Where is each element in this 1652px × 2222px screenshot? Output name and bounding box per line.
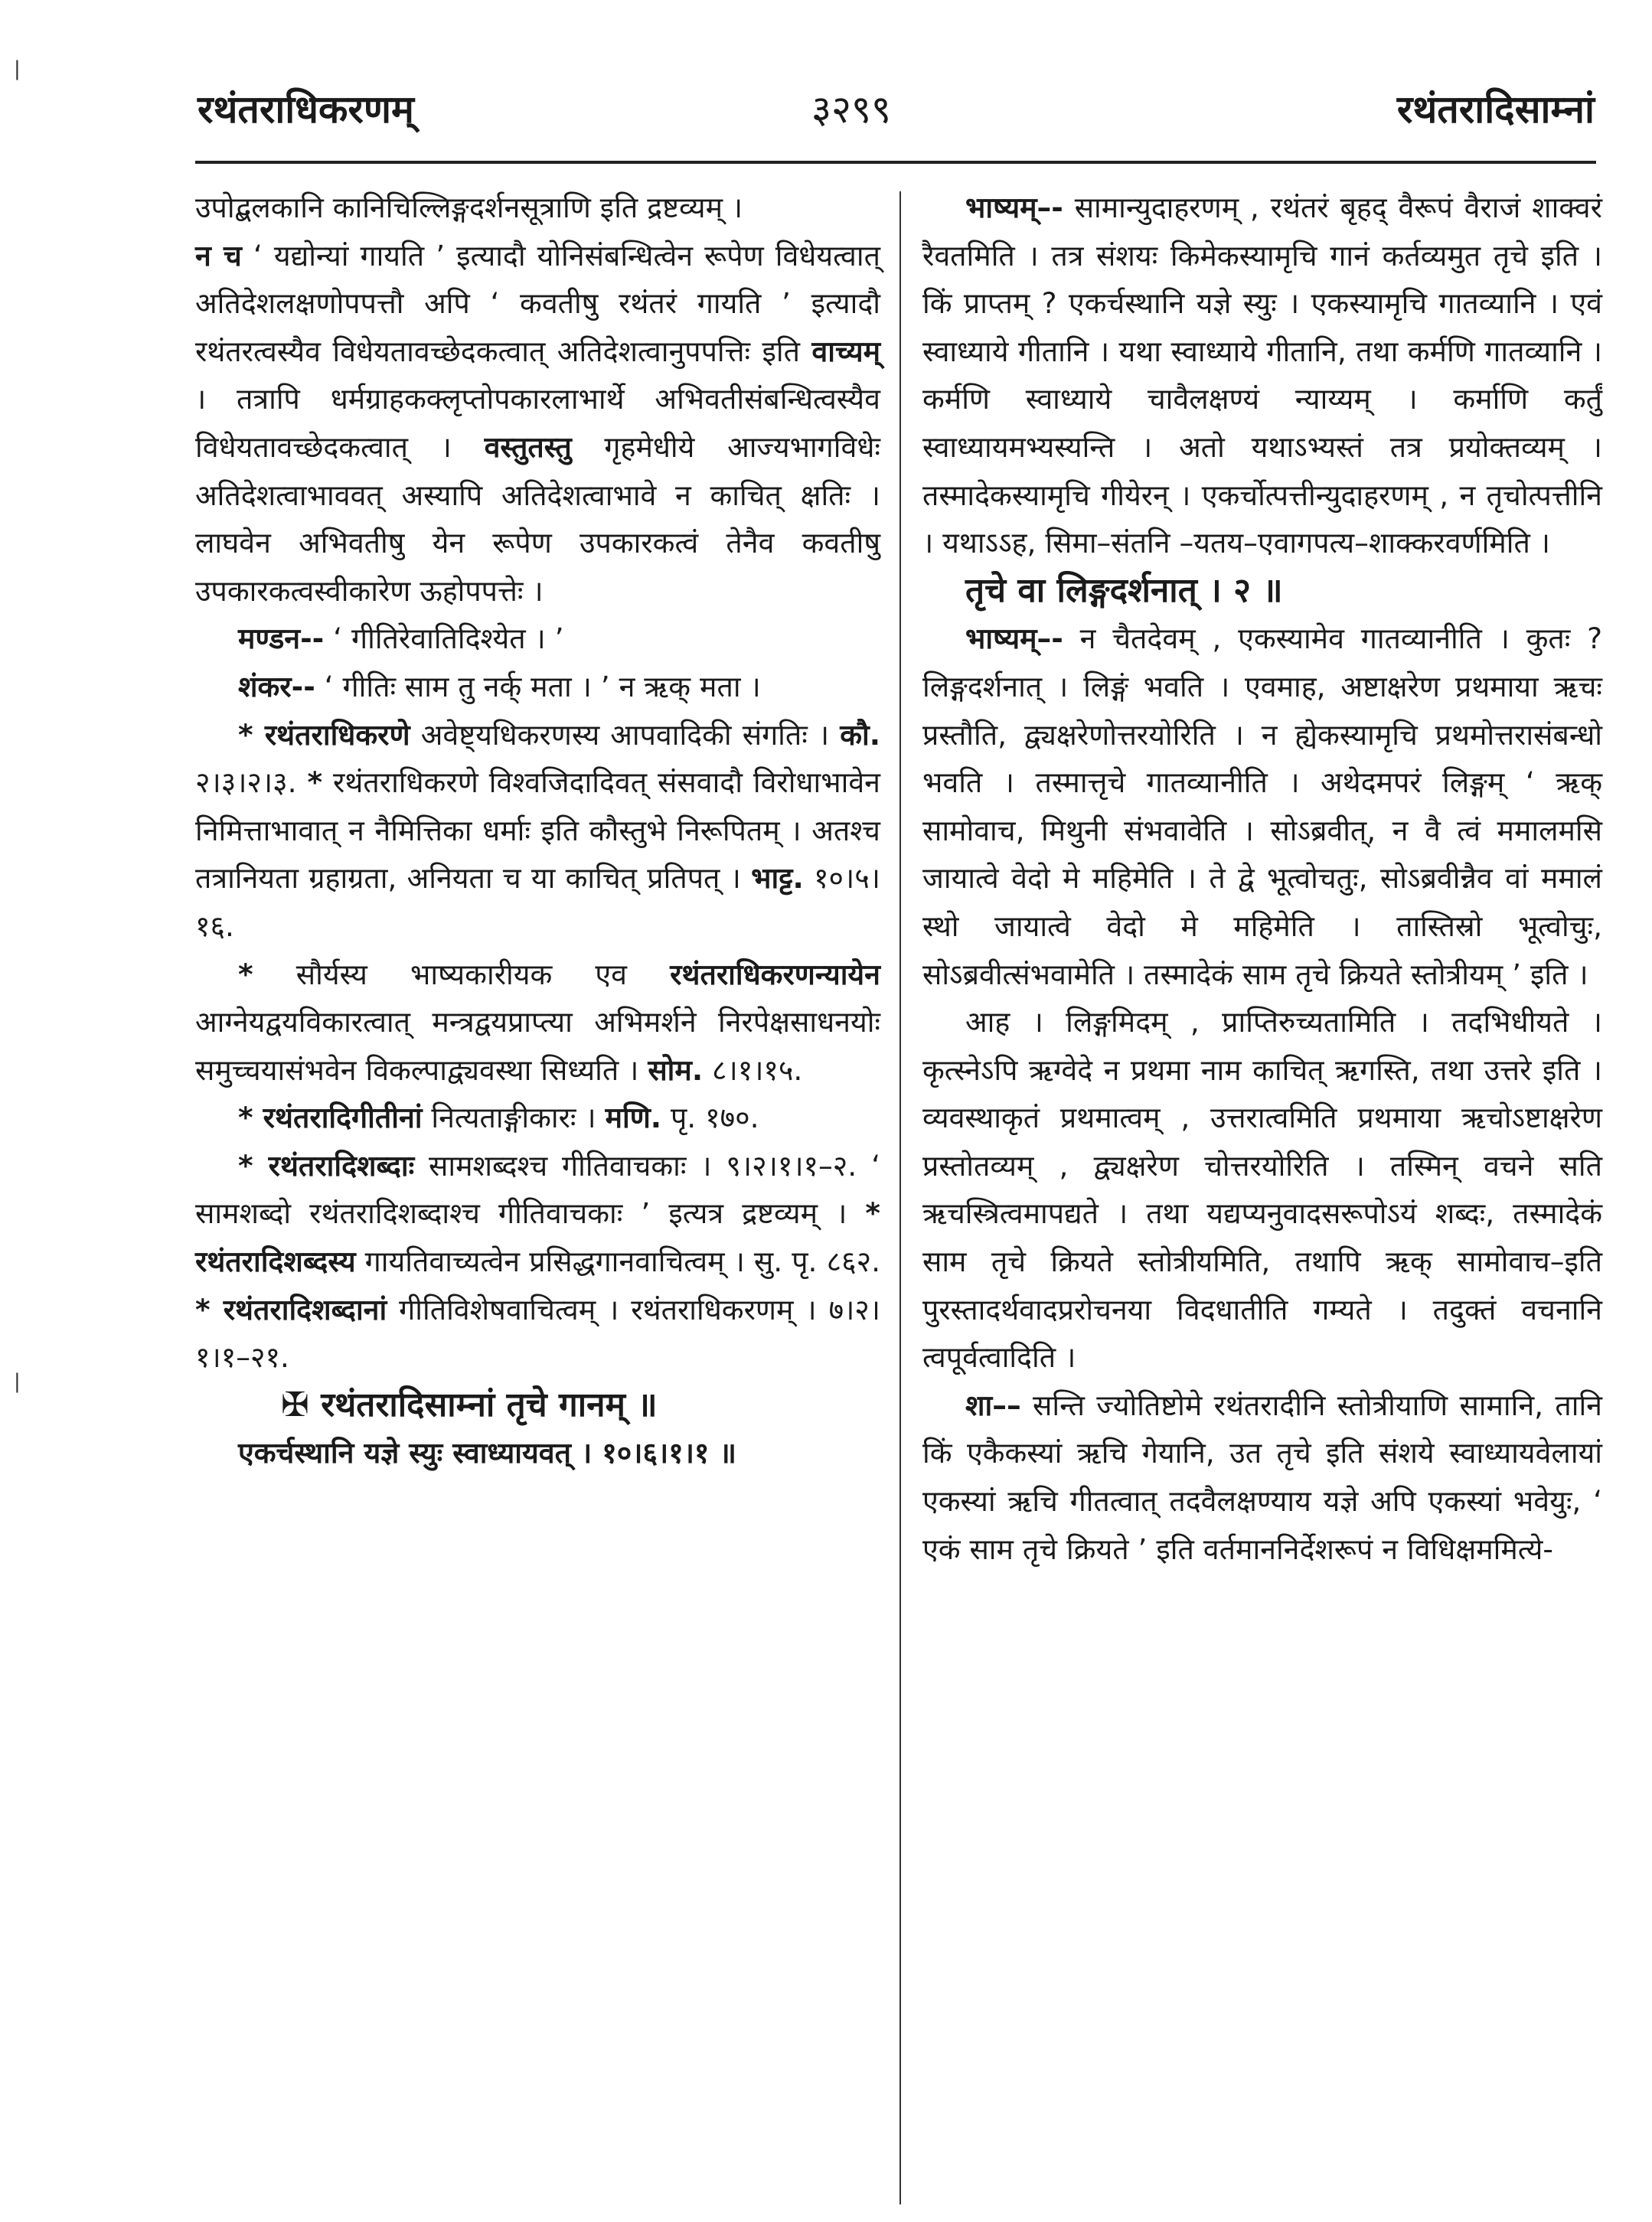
- sutra-2: तृचे वा लिङ्गदर्शनात् । २ ॥: [965, 570, 1283, 610]
- bhashya-1: भाष्यम्–- सामान्युदाहरणम् , रथंतरं बृहद् वैरूपं वैराजं शाक्वरं रैवतमिति । तत्र संशयः किमेकस्यामृचि गानं कर्तव्यमुत तृचे इति । किं प्राप्तम् ? एकर्चस्थानि यज्ञे स्युः । एकस्यामृचि गातव्यानि । एवं स्वाध्याये गीतानि । यथा स्वाध्याये गीतानि, तथा कर्मणि गातव्यानि । कर्मणि स्वाध्याये चावैलक्षण्यं न्याय्यम् । कर्माणि कर्तुं स्वाध्यायमभ्यस्यन्ति । अतो यथाऽभ्यस्तं तत्र प्रयोक्तव्यम् । तस्मादेकस्यामृचि गीयेरन् । एकर्चोत्पत्तीन्युदाहरणम् , न तृचोत्पत्तीनि । यथाऽऽह, सिमा–संतनि –यतय–एवागपत्य–शाक्करवर्णमिति ।: [922, 191, 1602, 560]
- shastra-dipika: शा–– सन्ति ज्योतिष्टोमे रथंतरादीनि स्तोत्रीयाणि सामानि, तानि किं एकैकस्यां ऋचि गेयानि, उत तृचे इति संशये स्वाध्यायवेलायां एकस्यां ऋचि गीतत्वात् तदवैलक्षण्याय यज्ञे अपि एकस्यां भवेयुः, ‘ एकं साम तृचे क्रियते ’ इति वर्तमाननिर्देशरूपं न विधिक्षममित्ये-: [922, 1388, 1602, 1566]
- column-divider: [899, 191, 901, 2204]
- adhikarana-title: ✠ रथंतरादिसाम्नां तृचे गानम् ॥: [195, 1382, 880, 1430]
- note-adhikarana: * रथंतराधिकरणे अवेष्ट्यधिकरणस्य आपवादिकी संगतिः । कौ. २।३।२।३. * रथंतराधिकरणे विश्वजिदादिवत् संसवादौ विरोधाभावेन निमित्ताभावात् न नैमित्तिका धर्माः इति कौस्तुभे निरूपितम् । अतश्च तत्रानियता ग्रहाग्रता, अनियता च या काचित् प्रतिपत् । भाट्ट. १०।५।१६.: [195, 717, 880, 943]
- sutra-1: एकर्चस्थानि यज्ञे स्युः स्वाध्यायवत् । १०।६।१।१ ॥: [238, 1436, 736, 1470]
- page-number: ३२९९: [811, 87, 891, 132]
- edge-mark: |: [14, 57, 21, 80]
- note-shabda: * रथंतरादिशब्दाः सामशब्दश्च गीतिवाचकाः । ९।२।१।१–२. ‘ सामशब्दो रथंतरादिशब्दाश्च गीतिवाचकाः ’ इत्यत्र द्रष्टव्यम् । * रथंतरादिशब्दस्य गायतिवाच्यत्वेन प्रसिद्धगानवाचित्वम् । सु. पृ. ८६२. * रथंतरादिशब्दानां गीतिविशेषवाचित्वम् । रथंतराधिकरणम् । ७।२।१।१–२१.: [195, 1148, 881, 1375]
- cross-mark-icon: ✠: [281, 1385, 309, 1424]
- right-column: [922, 184, 1602, 1573]
- shankara-quote: शंकर-- ‘ गीतिः साम तु नर्क् मता । ’ न ऋक् मता ।: [238, 669, 761, 703]
- running-header-right: रथंतरादिसाम्नां: [1396, 87, 1595, 132]
- running-header-left: रथंतराधिकरणम्: [198, 87, 414, 132]
- left-paragraph-1: न च ‘ यद्योन्यां गायति ’ इत्यादौ योनिसंबन्धित्वेन रूपेण विधेयत्वात् अतिदेशलक्षणोपपत्तौ अपि ‘ कवतीषु रथंतरं गायति ’ इत्यादौ रथंतरत्वस्यैव विधेयतावच्छेदकत्वात् अतिदेशत्वानुपपत्तिः इति वाच्यम् । तत्रापि धर्मग्राहकक्लृप्तोपकारलाभार्थे अभिवतीसंबन्धित्वस्यैव विधेयतावच्छेदकत्वात् । वस्तुतस्तु गृहमेधीये आज्यभागविधेः अतिदेशत्वाभाववत् अस्यापि अतिदेशत्वाभावे न काचित् क्षतिः । लाघवेन अभिवतीषु येन रूपेण उपकारकत्वं तेनैव कवतीषु उपकारकत्वस्वीकारेण ऊहोपपत्तेः ।: [195, 238, 880, 608]
- bhashya-3: आह । लिङ्गमिदम् , प्राप्तिरुच्यतामिति । तदभिधीयते । कृत्स्नेऽपि ऋग्वेदे न प्रथमा नाम काचित् ऋगस्ति, तथा उत्तरे इति । व्यवस्थाकृतं प्रथमात्वम् , उत्तरात्वमिति प्रथमाया ऋचोऽष्टाक्षरेण प्रस्तोतव्यम् , द्व्यक्षरेण चोत्तरयोरिति । तस्मिन् वचने सति ऋचस्त्रित्वमापद्यते । तथा यद्यप्यनुवादसरूपोऽयं शब्दः, तस्मादेकं साम तृचे क्रियते स्तोत्रीयमिति, तथापि ऋक् सामोवाच–इति पुरस्तादर्थवादप्ररोचनया विदधातीति गम्यते । तदुक्तं वचनानि त्वपूर्वत्वादिति ।: [922, 1005, 1602, 1375]
- edge-mark: |: [14, 1370, 21, 1393]
- header-rule: [195, 161, 1596, 164]
- left-intro-line: उपोद्बलकानि कानिचिल्लिङ्गदर्शनसूत्राणि इति द्रष्टव्यम् ।: [195, 191, 743, 224]
- note-saurya: * सौर्यस्य भाष्यकारीयक एव रथंतराधिकरणन्यायेन आग्नेयद्वयविकारत्वात् मन्त्रद्वयप्राप्त्या अभिमर्शने निरपेक्षसाधनयोः समुच्चयासंभवेन विकल्पाद्व्यवस्था सिध्यति । सोम. ८।१।१५.: [195, 957, 880, 1087]
- mandana-quote: मण्डन-- ‘ गीतिरेवातिदिश्येत । ’: [238, 622, 564, 656]
- bhashya-2: भाष्यम्–- न चैतदेवम् , एकस्यामेव गातव्यानीति । कुतः ? लिङ्गदर्शनात् । लिङ्गं भवति । एवमाह, अष्टाक्षरेण प्रथमाया ऋचः प्रस्तौति, द्व्यक्षरेणोत्तरयोरिति । न ह्येकस्यामृचि प्रथमोत्तरासंबन्धो भवति । तस्मात्तृचे गातव्यानीति । अथेदमपरं लिङ्गम् ‘ ऋक् सामोवाच, मिथुनी संभवावेति । सोऽब्रवीत्, न वै त्वं ममालमसि जायात्वे वेदो मे महिमेति । ते द्वे भूत्वोचतुः, सोऽब्रवीन्नैव वां ममालं स्थो जायात्वे वेदो मे महिमेति । तास्तिस्रो भूत्वोचुः, सोऽब्रवीत्संभवामेति । तस्मादेकं साम तृचे क्रियते स्तोत्रीयम् ’ इति ।: [922, 622, 1602, 991]
- left-column: [195, 184, 880, 1477]
- note-giti: * रथंतरादिगीतीनां नित्यताङ्गीकारः । मणि. पृ. १७०.: [238, 1101, 759, 1135]
